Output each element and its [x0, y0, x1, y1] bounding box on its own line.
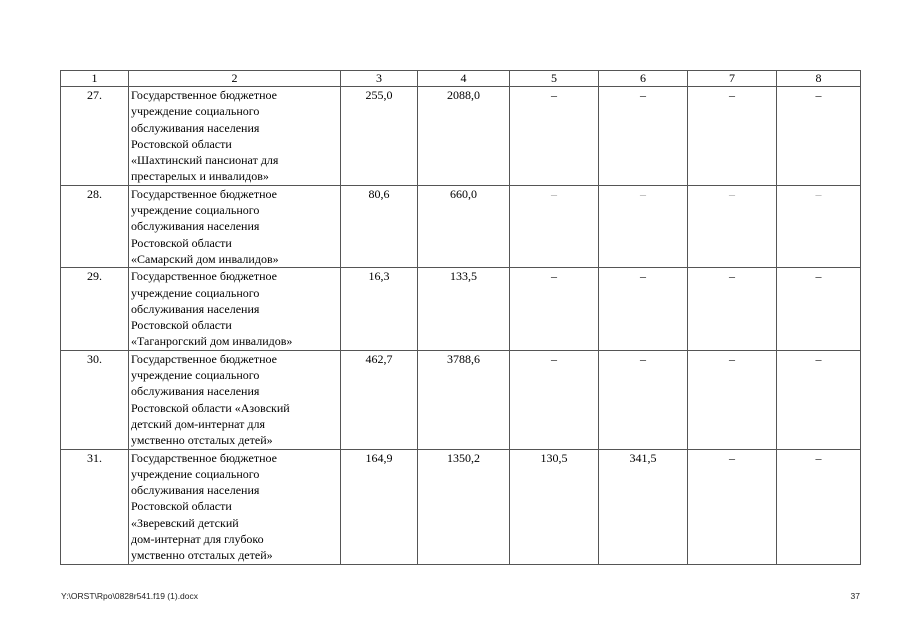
row-number: 27.	[61, 87, 129, 186]
value-cell-col-8: –	[777, 268, 861, 350]
institution-name-line: «Зверевский детский	[131, 515, 239, 530]
institution-name-line: Ростовской области	[131, 136, 232, 151]
value-cell-col-6: –	[599, 350, 688, 449]
value-cell-col-5: –	[510, 268, 599, 350]
institution-name-line: Государственное бюджетное	[131, 186, 277, 201]
value-cell-col-8: –	[777, 185, 861, 267]
value-cell-col-7: –	[688, 449, 777, 564]
institution-name-line: обслуживания населения	[131, 301, 260, 316]
table-header-row	[61, 71, 861, 87]
institution-name-line: учреждение социального	[131, 466, 260, 481]
budget-table	[60, 70, 861, 565]
value-cell-col-6: –	[599, 268, 688, 350]
institution-name-line: Ростовской области	[131, 318, 232, 333]
institution-name-line: «Таганрогский дом инвалидов»	[131, 334, 293, 349]
column-number-6: 6	[599, 71, 688, 87]
institution-name-line: учреждение социального	[131, 104, 260, 119]
column-number-7: 7	[688, 71, 777, 87]
column-number-2: 2	[129, 71, 341, 87]
institution-name-line: Ростовской области «Азовский	[131, 400, 290, 415]
value-cell-col-4: 133,5	[418, 268, 510, 350]
value-cell-col-4: 660,0	[418, 185, 510, 267]
value-cell-col-5: –	[510, 87, 599, 186]
footer-file-path: Y:\ORST\Rpo\0828r541.f19 (1).docx	[61, 591, 199, 601]
row-number: 30.	[61, 350, 129, 449]
value-cell-col-8: –	[777, 350, 861, 449]
value-cell-col-7: –	[688, 268, 777, 350]
value-cell-col-7: –	[688, 87, 777, 186]
institution-name-line: Государственное бюджетное	[131, 88, 277, 102]
value-cell-col-5: –	[510, 350, 599, 449]
institution-name-line: «Шахтинский пансионат для	[131, 153, 279, 168]
institution-name-line: престарелых и инвалидов»	[131, 169, 269, 184]
table-row	[61, 87, 861, 186]
footer-page-number: 37	[850, 591, 860, 601]
value-cell-col-8: –	[777, 449, 861, 564]
institution-name	[129, 185, 341, 267]
institution-name-line: Государственное бюджетное	[131, 351, 277, 366]
value-cell-col-3: 255,0	[341, 87, 418, 186]
table-row	[61, 185, 861, 267]
institution-name-line: учреждение социального	[131, 203, 260, 218]
row-number: 28.	[61, 185, 129, 267]
institution-name-line: учреждение социального	[131, 285, 260, 300]
column-number-5: 5	[510, 71, 599, 87]
institution-name-line: Ростовской области	[131, 235, 232, 250]
value-cell-col-7: –	[688, 350, 777, 449]
table-row	[61, 350, 861, 449]
column-number-1: 1	[61, 71, 129, 87]
institution-name-line: «Самарский дом инвалидов»	[131, 251, 279, 266]
value-cell-col-7: –	[688, 185, 777, 267]
value-cell-col-3: 164,9	[341, 449, 418, 564]
institution-name-line: умственно отсталых детей»	[131, 433, 273, 448]
institution-name-line: Государственное бюджетное	[131, 450, 277, 465]
institution-name-line: дом-интернат для глубоко	[131, 532, 264, 547]
institution-name-line: Государственное бюджетное	[131, 269, 277, 284]
value-cell-col-6: –	[599, 185, 688, 267]
value-cell-col-3: 80,6	[341, 185, 418, 267]
column-number-3: 3	[341, 71, 418, 87]
institution-name-line: обслуживания населения	[131, 120, 260, 135]
value-cell-col-3: 16,3	[341, 268, 418, 350]
institution-name	[129, 268, 341, 350]
value-cell-col-4: 3788,6	[418, 350, 510, 449]
value-cell-col-4: 1350,2	[418, 449, 510, 564]
institution-name-line: Ростовской области	[131, 499, 232, 514]
value-cell-col-4: 2088,0	[418, 87, 510, 186]
institution-name-line: детский дом-интернат для	[131, 416, 265, 431]
value-cell-col-6: –	[599, 87, 688, 186]
table-row	[61, 268, 861, 350]
institution-name-line: учреждение социального	[131, 368, 260, 383]
row-number: 29.	[61, 268, 129, 350]
value-cell-col-3: 462,7	[341, 350, 418, 449]
institution-name-line: обслуживания населения	[131, 483, 260, 498]
institution-name-line: обслуживания населения	[131, 384, 260, 399]
value-cell-col-5: –	[510, 185, 599, 267]
institution-name	[129, 449, 341, 564]
row-number: 31.	[61, 449, 129, 564]
column-number-4: 4	[418, 71, 510, 87]
table-row	[61, 449, 861, 564]
value-cell-col-5: 130,5	[510, 449, 599, 564]
institution-name-line: обслуживания населения	[131, 219, 260, 234]
institution-name-line: умственно отсталых детей»	[131, 548, 273, 563]
institution-name	[129, 87, 341, 186]
value-cell-col-8: –	[777, 87, 861, 186]
value-cell-col-6: 341,5	[599, 449, 688, 564]
institution-name	[129, 350, 341, 449]
column-number-8: 8	[777, 71, 861, 87]
